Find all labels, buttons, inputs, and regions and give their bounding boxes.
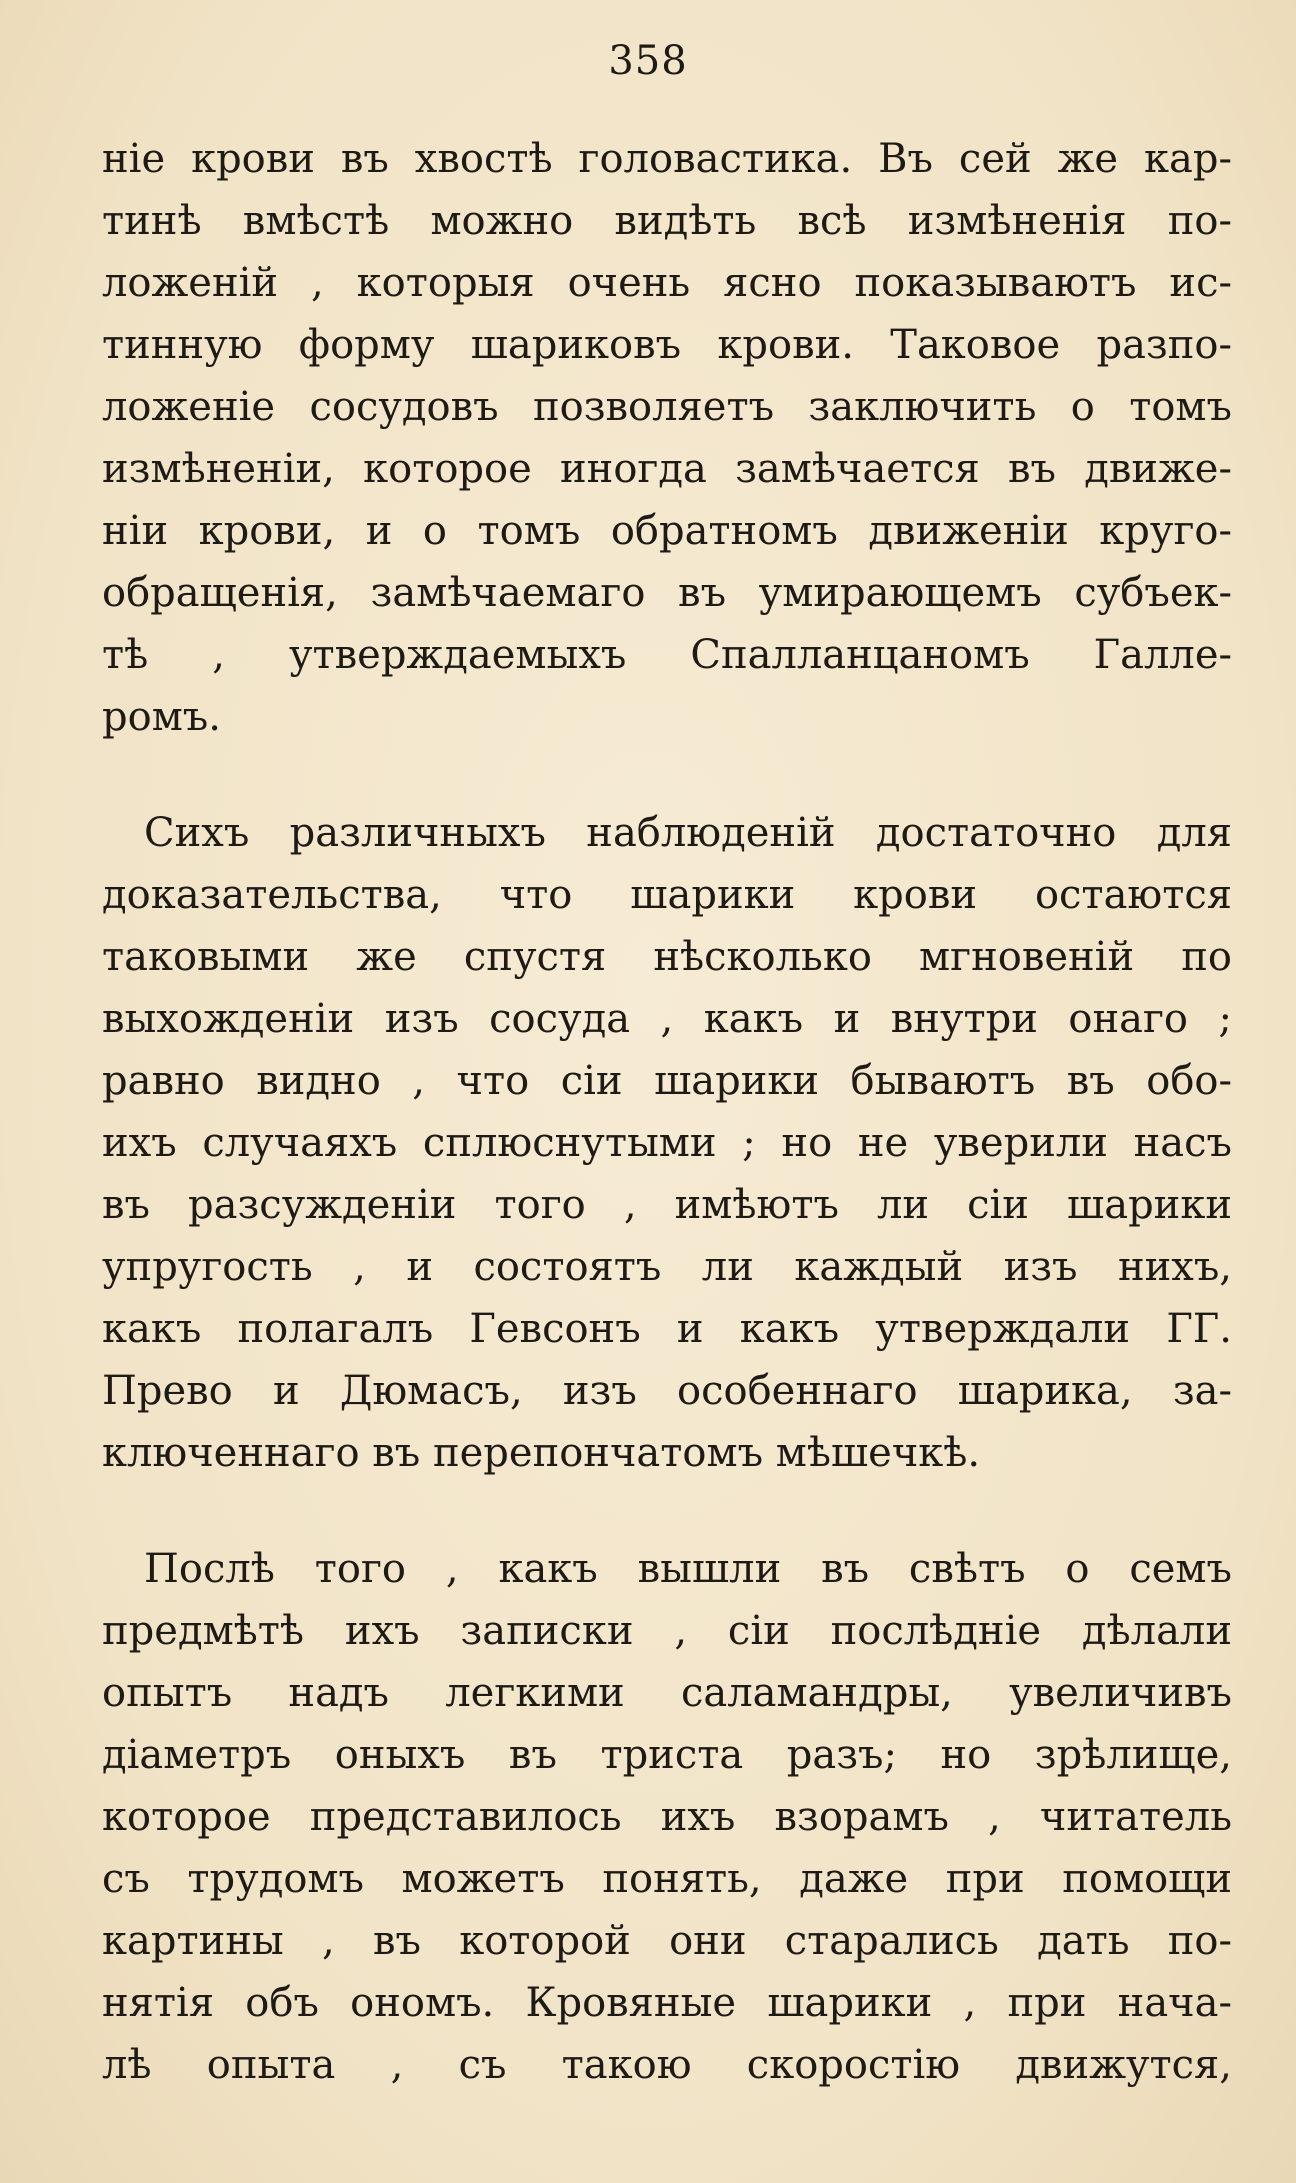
text-line: упругость , и состоятъ ли каждый изъ нихъ, xyxy=(102,1244,1232,1290)
text-line: ложеній , которыя очень ясно показываютъ ис- xyxy=(102,260,1232,306)
text-line: лѣ опыта , съ такою скоростію движутся, xyxy=(102,2042,1232,2088)
text-line: ніи крови, и о томъ обратномъ движеніи круго- xyxy=(102,508,1232,554)
text-line: тинную форму шариковъ крови. Таковое разпо- xyxy=(102,322,1232,368)
text-line: ніе крови въ хвостѣ головастика. Въ сей же кар- xyxy=(102,136,1232,182)
text-line: ромъ. xyxy=(102,694,221,740)
paragraph-1 xyxy=(102,128,1232,748)
text-line: ключеннаго въ перепончатомъ мѣшечкѣ. xyxy=(102,1430,981,1476)
text-line: съ трудомъ можетъ понять, даже при помощи xyxy=(102,1856,1232,1902)
text-line: нятія объ ономъ. Кровяные шарики , при нача- xyxy=(102,1980,1232,2026)
text-line: опытъ надъ легкими саламандры, увеличивъ xyxy=(102,1670,1232,1716)
text-line: обращенія, замѣчаемаго въ умирающемъ субъек- xyxy=(102,570,1232,616)
page-number: 358 xyxy=(608,38,688,84)
text-line: Сихъ различныхъ наблюденій достаточно для xyxy=(144,810,1232,856)
paragraph-3 xyxy=(102,1538,1232,2096)
text-line: ложеніе сосудовъ позволяетъ заключить о томъ xyxy=(102,384,1232,430)
text-line: выхожденіи изъ сосуда , какъ и внутри онаго ; xyxy=(102,996,1232,1042)
text-line: въ разсужденіи того , имѣютъ ли сіи шарики xyxy=(102,1182,1232,1228)
text-line: діаметръ оныхъ въ триста разъ; но зрѣлище, xyxy=(102,1732,1232,1778)
text-line: которое представилось ихъ взорамъ , читатель xyxy=(102,1794,1232,1840)
text-line: ихъ случаяхъ сплюснутыми ; но не уверили насъ xyxy=(102,1120,1232,1166)
text-line: тинѣ вмѣстѣ можно видѣть всѣ измѣненія по- xyxy=(102,198,1232,244)
text-line: Прево и Дюмасъ, изъ особеннаго шарика, за- xyxy=(102,1368,1232,1414)
text-line: какъ полагалъ Гевсонъ и какъ утверждали ГГ. xyxy=(102,1306,1232,1352)
page-body xyxy=(102,128,1232,2096)
text-line: таковыми же спустя нѣсколько мгновеній по xyxy=(102,934,1232,980)
text-line: предмѣтѣ ихъ записки , сіи послѣдніе дѣлали xyxy=(102,1608,1232,1654)
text-line: равно видно , что сіи шарики бываютъ въ обо- xyxy=(102,1058,1232,1104)
text-line: Послѣ того , какъ вышли въ свѣтъ о семъ xyxy=(144,1546,1232,1592)
text-line: доказательства, что шарики крови остаются xyxy=(102,872,1232,918)
paragraph-2 xyxy=(102,802,1232,1484)
text-line: тѣ , утверждаемыхъ Спалланцаномъ Галле- xyxy=(102,632,1232,678)
text-line: картины , въ которой они старались дать по- xyxy=(102,1918,1232,1964)
text-line: измѣненіи, которое иногда замѣчается въ движе- xyxy=(102,446,1232,492)
